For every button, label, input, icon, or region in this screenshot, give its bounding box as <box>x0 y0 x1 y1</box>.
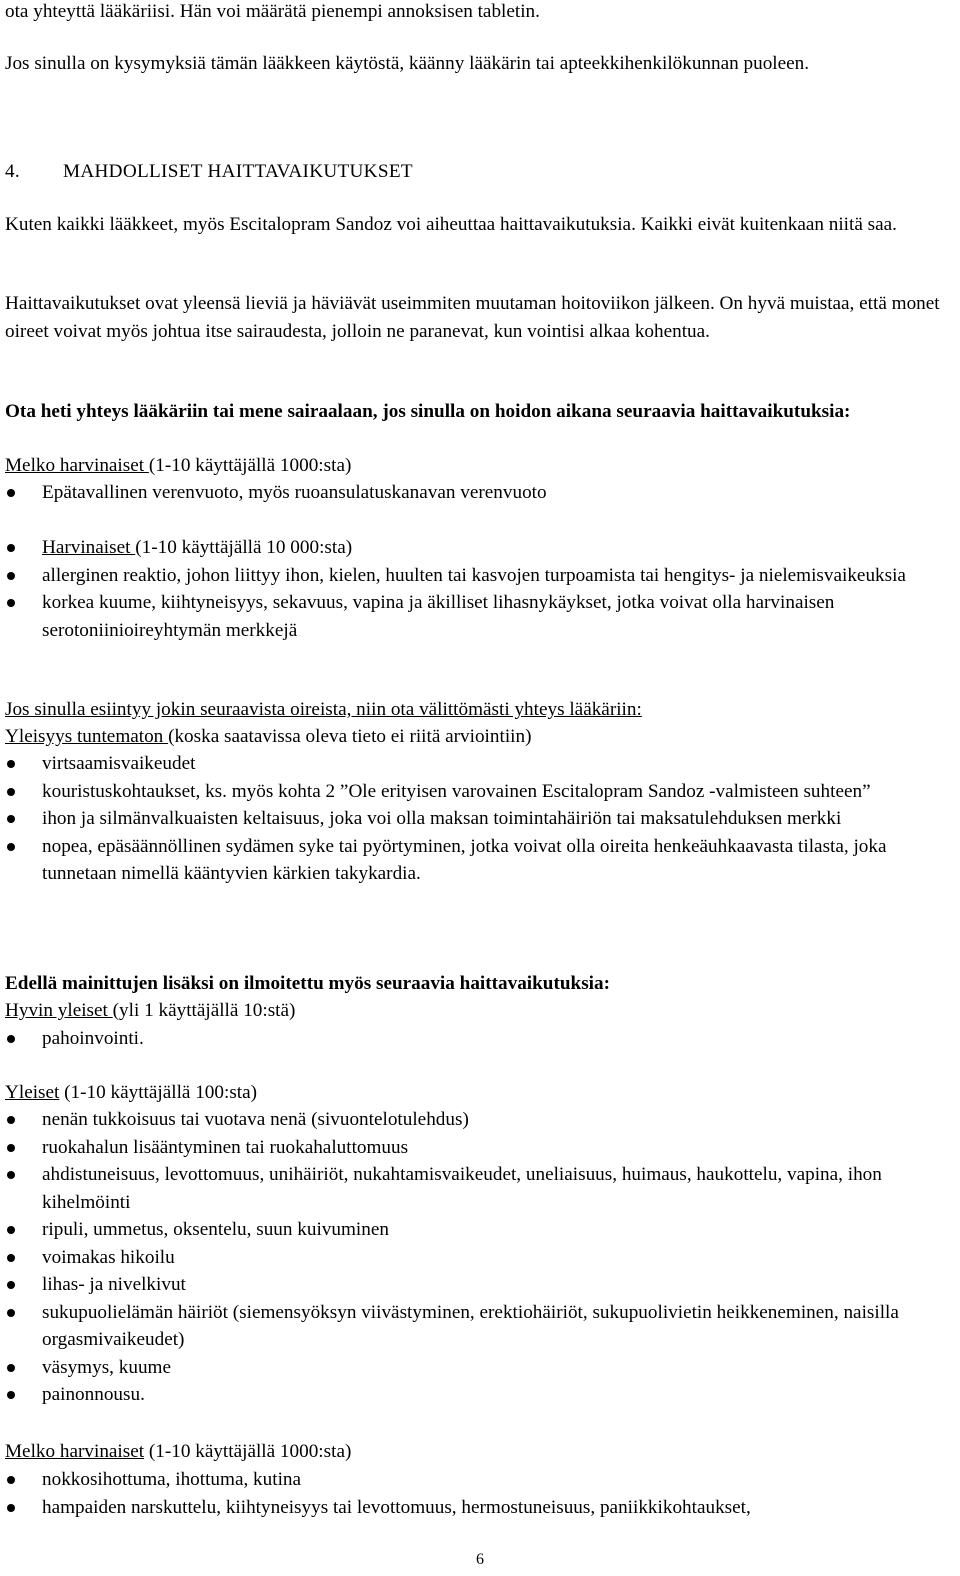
frequency-range: (1-10 käyttäjällä 10 000:sta) <box>135 537 353 558</box>
section-heading <box>5 158 950 186</box>
frequency-label: Melko harvinaiset <box>5 1441 145 1462</box>
frequency-label: Hyvin yleiset <box>5 1000 113 1021</box>
questions-paragraph: Jos sinulla on kysymyksiä tämän lääkkeen käytöstä, käänny lääkärin tai apteekkihenkilökunnan puoleen. <box>5 53 810 74</box>
urgent-uncommon-list <box>5 479 950 507</box>
list-item: korkea kuume, kiihtyneisyys, sekavuus, vapina ja äkilliset lihasnykäykset, jotka voivat olla harvinaisen serotoniinioireyhtymän merkkejä <box>5 589 950 644</box>
section-title: MAHDOLLISET HAITTAVAIKUTUKSET <box>63 161 413 182</box>
urgent-uncommon-label <box>5 452 950 480</box>
others-heading: Edellä mainittujen lisäksi on ilmoitettu myös seuraavia haittavaikutuksia: <box>5 973 610 994</box>
frequency-range: (1-10 käyttäjällä 1000:sta) <box>148 455 352 476</box>
list-item: nopea, epäsäännöllinen sydämen syke tai pyörtyminen, jotka voivat olla oireita henkeäuhkaavasta tilasta, joka tunnetaan nimellä kääntyvien kärkien takykardia. <box>5 833 950 888</box>
intro-paragraph: Kuten kaikki lääkkeet, myös Escitalopram Sandoz voi aiheuttaa haittavaikutuksia. Kaikki eivät kuitenkaan niitä saa. <box>5 214 897 235</box>
list-item: ahdistuneisuus, levottomuus, unihäiriöt, nukahtamisvaikeudet, uneliaisuus, huimaus, haukottelu, vapina, ihon kihelmöinti <box>5 1161 950 1216</box>
very-common-list <box>5 1025 950 1053</box>
list-item: voimakas hikoilu <box>5 1244 950 1272</box>
uncommon-frequency <box>5 1438 950 1466</box>
frequency-range: (yli 1 käyttäjällä 10:stä) <box>112 1000 296 1021</box>
list-item: väsymys, kuume <box>5 1354 950 1382</box>
immediate-heading: Jos sinulla esiintyy jokin seuraavista oireista, niin ota välittömästi yhteys lääkäriin: <box>5 699 642 720</box>
list-item: ihon ja silmänvalkuaisten keltaisuus, joka voi olla maksan toimintahäiriön tai maksatulehduksen merkki <box>5 805 950 833</box>
list-item: Epätavallinen verenvuoto, myös ruoansulatuskanavan verenvuoto <box>5 479 950 507</box>
list-item: lihas- ja nivelkivut <box>5 1271 950 1299</box>
uncommon-list <box>5 1466 950 1521</box>
list-item: painonnousu. <box>5 1381 950 1409</box>
list-item <box>5 534 950 562</box>
immediate-list <box>5 750 950 888</box>
list-item: ruokahalun lisääntyminen tai ruokahaluttomuus <box>5 1134 950 1162</box>
page-number: 6 <box>476 1551 484 1568</box>
immediate-frequency <box>5 723 950 751</box>
common-frequency <box>5 1079 950 1107</box>
frequency-label: Yleiset <box>5 1082 60 1103</box>
list-item: nenän tukkoisuus tai vuotava nenä (sivuontelotulehdus) <box>5 1106 950 1134</box>
common-list <box>5 1106 950 1409</box>
frequency-label: Melko harvinaiset <box>5 455 149 476</box>
list-item: virtsaamisvaikeudet <box>5 750 950 778</box>
list-item: hampaiden narskuttelu, kiihtyneisyys tai levottomuus, hermostuneisuus, paniikkikohtaukset, <box>5 1494 950 1522</box>
frequency-label: Harvinaiset <box>42 537 136 558</box>
frequency-range: (1-10 käyttäjällä 1000:sta) <box>144 1441 352 1462</box>
frequency-range: (koska saatavissa oleva tieto ei riitä arviointiin) <box>168 726 532 747</box>
list-item: pahoinvointi. <box>5 1025 950 1053</box>
frequency-label: Yleisyys tuntematon <box>5 726 169 747</box>
list-item: sukupuolielämän häiriöt (siemensyöksyn viivästyminen, erektiohäiriöt, sukupuolivietin heikkeneminen, naisilla orgasmivaikeudet) <box>5 1299 950 1354</box>
list-item: kouristuskohtaukset, ks. myös kohta 2 ”Ole erityisen varovainen Escitalopram Sandoz -valmisteen suhteen” <box>5 778 950 806</box>
mildness-paragraph: Haittavaikutukset ovat yleensä lieviä ja häviävät useimmiten muutaman hoitoviikon jälkeen. On hyvä muistaa, että monet oireet voivat myös johtua itse sairaudesta, jolloin ne paranevat, kun vointisi alkaa kohentua. <box>5 293 940 342</box>
urgent-heading: Ota heti yhteys lääkäriin tai mene sairaalaan, jos sinulla on hoidon aikana seuraavia haittavaikutuksia: <box>5 401 851 422</box>
intro-line: ota yhteyttä lääkäriisi. Hän voi määrätä pienempi annoksisen tabletin. <box>5 1 540 22</box>
list-item: allerginen reaktio, johon liittyy ihon, kielen, huulten tai kasvojen turpoamista tai hengitys- ja nielemisvaikeuksia <box>5 562 950 590</box>
list-item: ripuli, ummetus, oksentelu, suun kuivuminen <box>5 1216 950 1244</box>
section-number: 4. <box>5 161 20 182</box>
very-common-frequency <box>5 997 950 1025</box>
urgent-rare-list <box>5 534 950 644</box>
frequency-range: (1-10 käyttäjällä 100:sta) <box>59 1082 258 1103</box>
list-item: nokkosihottuma, ihottuma, kutina <box>5 1466 950 1494</box>
